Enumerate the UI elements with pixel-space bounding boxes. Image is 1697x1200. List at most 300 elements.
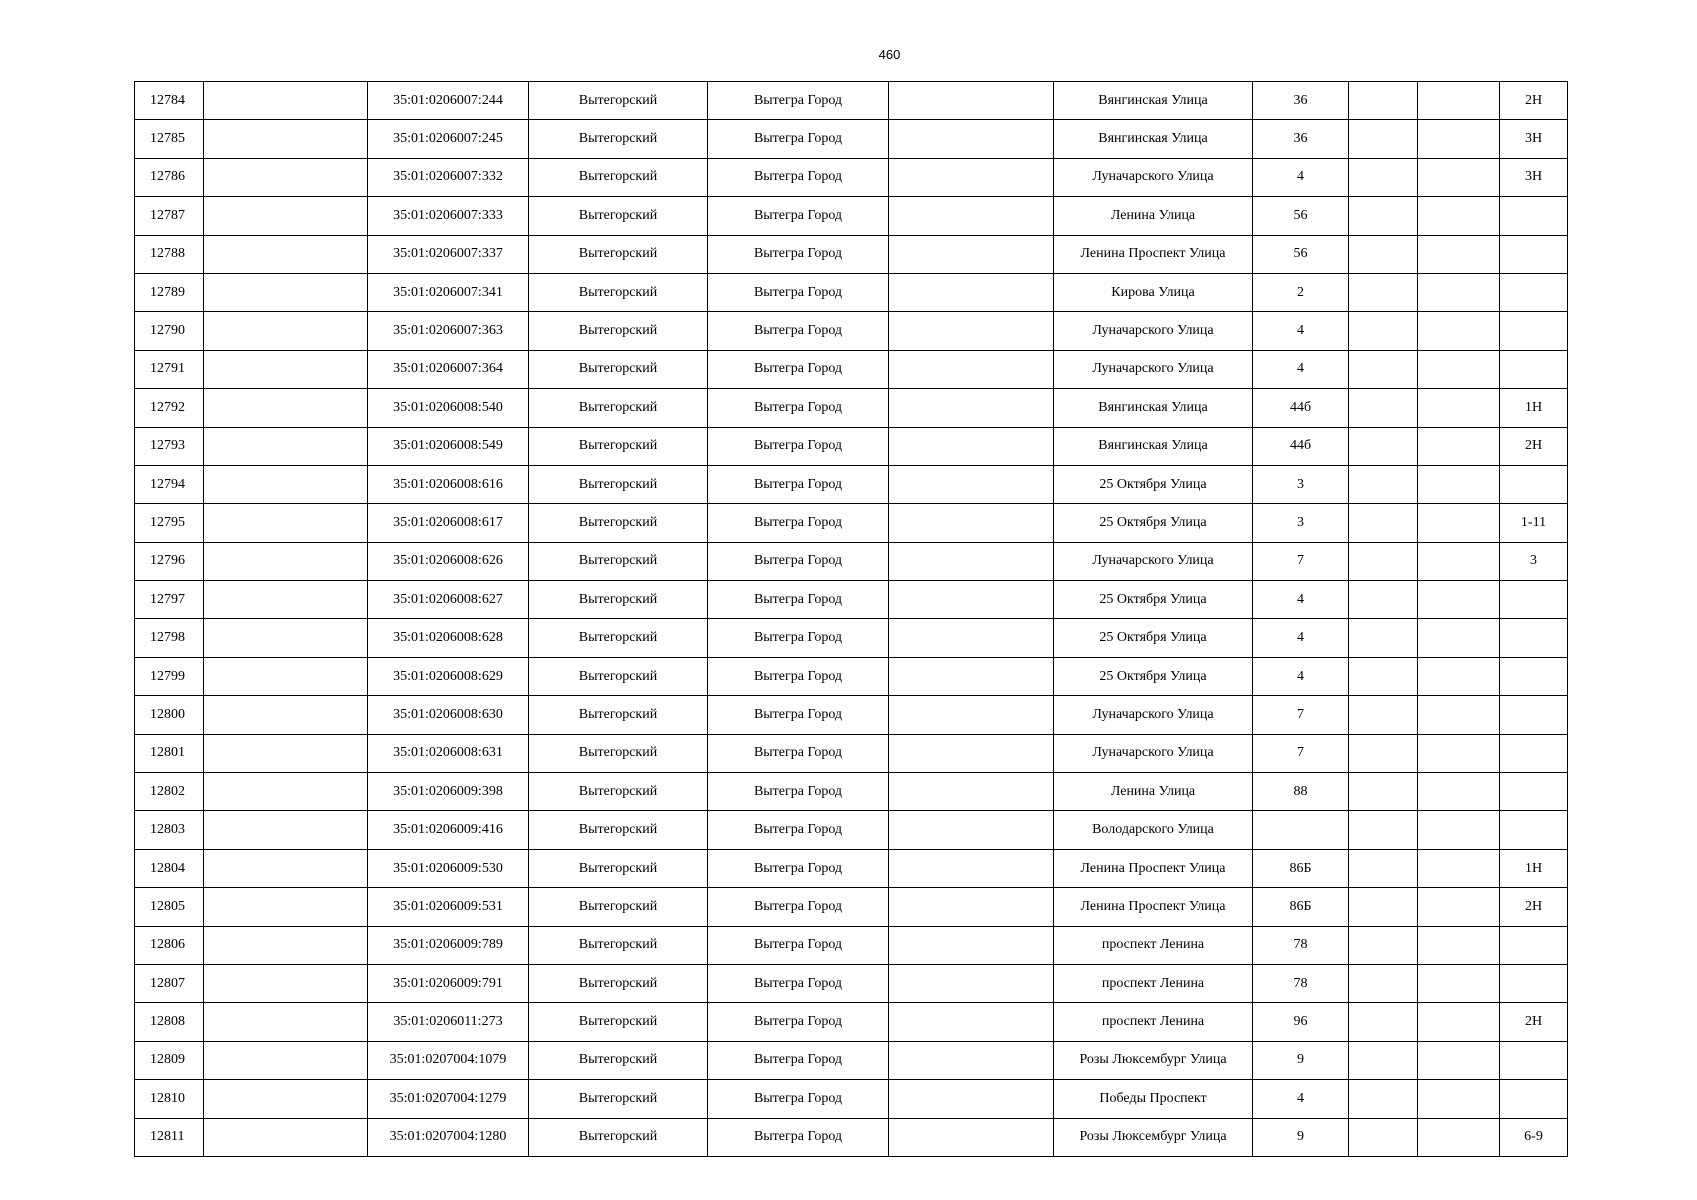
empty-cell <box>1349 964 1418 1002</box>
cadastral-number-cell: 35:01:0206008:549 <box>368 427 529 465</box>
empty-cell <box>1349 1041 1418 1079</box>
city-cell: Вытегра Город <box>708 734 889 772</box>
table-row <box>135 849 1568 887</box>
cadastral-number-cell: 35:01:0206008:628 <box>368 619 529 657</box>
cadastral-number-cell: 35:01:0206007:337 <box>368 235 529 273</box>
house-number-cell: 3 <box>1253 504 1349 542</box>
row-number-cell: 12810 <box>135 1080 204 1118</box>
empty-cell <box>1349 1003 1418 1041</box>
empty-cell <box>1349 811 1418 849</box>
empty-cell <box>204 273 368 311</box>
district-cell: Вытегорский <box>529 1118 708 1156</box>
district-cell: Вытегорский <box>529 734 708 772</box>
empty-cell <box>1349 1118 1418 1156</box>
empty-cell <box>1418 197 1500 235</box>
empty-cell <box>204 504 368 542</box>
street-cell: Луначарского Улица <box>1054 734 1253 772</box>
house-number-cell: 4 <box>1253 1080 1349 1118</box>
empty-cell <box>1418 273 1500 311</box>
empty-cell <box>1418 811 1500 849</box>
empty-cell <box>1418 1118 1500 1156</box>
cadastral-number-cell: 35:01:0206009:416 <box>368 811 529 849</box>
empty-cell <box>889 657 1054 695</box>
street-cell: Луначарского Улица <box>1054 158 1253 196</box>
house-number-cell: 86Б <box>1253 849 1349 887</box>
empty-cell <box>1349 581 1418 619</box>
premises-number-cell <box>1500 235 1568 273</box>
empty-cell <box>1418 504 1500 542</box>
street-cell: Вянгинская Улица <box>1054 120 1253 158</box>
premises-number-cell <box>1500 350 1568 388</box>
row-number-cell: 12798 <box>135 619 204 657</box>
street-cell: Володарского Улица <box>1054 811 1253 849</box>
district-cell: Вытегорский <box>529 849 708 887</box>
empty-cell <box>1349 888 1418 926</box>
empty-cell <box>1349 120 1418 158</box>
row-number-cell: 12793 <box>135 427 204 465</box>
row-number-cell: 12792 <box>135 389 204 427</box>
empty-cell <box>1418 773 1500 811</box>
empty-cell <box>1418 849 1500 887</box>
district-cell: Вытегорский <box>529 811 708 849</box>
house-number-cell: 7 <box>1253 542 1349 580</box>
house-number-cell: 56 <box>1253 197 1349 235</box>
empty-cell <box>889 120 1054 158</box>
table-row <box>135 811 1568 849</box>
house-number-cell: 86Б <box>1253 888 1349 926</box>
registry-table <box>134 81 1568 1157</box>
empty-cell <box>889 1118 1054 1156</box>
empty-cell <box>204 389 368 427</box>
street-cell: Ленина Проспект Улица <box>1054 235 1253 273</box>
table-row <box>135 926 1568 964</box>
premises-number-cell: 2Н <box>1500 427 1568 465</box>
cadastral-number-cell: 35:01:0206009:789 <box>368 926 529 964</box>
empty-cell <box>889 312 1054 350</box>
premises-number-cell <box>1500 926 1568 964</box>
city-cell: Вытегра Город <box>708 235 889 273</box>
city-cell: Вытегра Город <box>708 465 889 503</box>
table-row <box>135 619 1568 657</box>
table-row <box>135 888 1568 926</box>
row-number-cell: 12804 <box>135 849 204 887</box>
table-body <box>135 82 1568 1157</box>
district-cell: Вытегорский <box>529 888 708 926</box>
empty-cell <box>889 389 1054 427</box>
empty-cell <box>1349 619 1418 657</box>
empty-cell <box>889 542 1054 580</box>
empty-cell <box>1418 312 1500 350</box>
empty-cell <box>889 197 1054 235</box>
premises-number-cell: 6-9 <box>1500 1118 1568 1156</box>
house-number-cell: 7 <box>1253 734 1349 772</box>
row-number-cell: 12800 <box>135 696 204 734</box>
empty-cell <box>1418 82 1500 120</box>
house-number-cell: 4 <box>1253 350 1349 388</box>
table-row <box>135 197 1568 235</box>
cadastral-number-cell: 35:01:0207004:1280 <box>368 1118 529 1156</box>
premises-number-cell: 3 <box>1500 542 1568 580</box>
empty-cell <box>204 1041 368 1079</box>
street-cell: Вянгинская Улица <box>1054 427 1253 465</box>
row-number-cell: 12797 <box>135 581 204 619</box>
row-number-cell: 12784 <box>135 82 204 120</box>
city-cell: Вытегра Город <box>708 273 889 311</box>
district-cell: Вытегорский <box>529 619 708 657</box>
empty-cell <box>1349 734 1418 772</box>
empty-cell <box>204 312 368 350</box>
street-cell: Луначарского Улица <box>1054 350 1253 388</box>
district-cell: Вытегорский <box>529 926 708 964</box>
empty-cell <box>204 82 368 120</box>
city-cell: Вытегра Город <box>708 619 889 657</box>
table-row <box>135 1041 1568 1079</box>
premises-number-cell <box>1500 1080 1568 1118</box>
premises-number-cell <box>1500 964 1568 1002</box>
empty-cell <box>1418 696 1500 734</box>
row-number-cell: 12808 <box>135 1003 204 1041</box>
row-number-cell: 12794 <box>135 465 204 503</box>
street-cell: Ленина Улица <box>1054 197 1253 235</box>
premises-number-cell: 2Н <box>1500 888 1568 926</box>
district-cell: Вытегорский <box>529 1041 708 1079</box>
empty-cell <box>1349 926 1418 964</box>
empty-cell <box>1349 235 1418 273</box>
table-row <box>135 389 1568 427</box>
empty-cell <box>1418 657 1500 695</box>
city-cell: Вытегра Город <box>708 849 889 887</box>
district-cell: Вытегорский <box>529 657 708 695</box>
empty-cell <box>889 734 1054 772</box>
street-cell: 25 Октября Улица <box>1054 504 1253 542</box>
empty-cell <box>1349 465 1418 503</box>
street-cell: Победы Проспект <box>1054 1080 1253 1118</box>
empty-cell <box>204 657 368 695</box>
empty-cell <box>204 964 368 1002</box>
district-cell: Вытегорский <box>529 542 708 580</box>
table-row <box>135 465 1568 503</box>
street-cell: Ленина Проспект Улица <box>1054 888 1253 926</box>
table-row <box>135 120 1568 158</box>
premises-number-cell: 2Н <box>1500 1003 1568 1041</box>
row-number-cell: 12801 <box>135 734 204 772</box>
table-row <box>135 1118 1568 1156</box>
empty-cell <box>889 811 1054 849</box>
table-row <box>135 273 1568 311</box>
house-number-cell: 4 <box>1253 312 1349 350</box>
street-cell: Кирова Улица <box>1054 273 1253 311</box>
empty-cell <box>889 619 1054 657</box>
table-row <box>135 696 1568 734</box>
city-cell: Вытегра Город <box>708 389 889 427</box>
empty-cell <box>889 1041 1054 1079</box>
cadastral-number-cell: 35:01:0206007:364 <box>368 350 529 388</box>
city-cell: Вытегра Город <box>708 773 889 811</box>
street-cell: Вянгинская Улица <box>1054 82 1253 120</box>
empty-cell <box>889 964 1054 1002</box>
empty-cell <box>204 197 368 235</box>
row-number-cell: 12807 <box>135 964 204 1002</box>
city-cell: Вытегра Город <box>708 926 889 964</box>
empty-cell <box>1418 1003 1500 1041</box>
cadastral-number-cell: 35:01:0206009:398 <box>368 773 529 811</box>
house-number-cell: 4 <box>1253 158 1349 196</box>
empty-cell <box>889 427 1054 465</box>
district-cell: Вытегорский <box>529 235 708 273</box>
cadastral-number-cell: 35:01:0206008:616 <box>368 465 529 503</box>
premises-number-cell: 3Н <box>1500 120 1568 158</box>
city-cell: Вытегра Город <box>708 82 889 120</box>
district-cell: Вытегорский <box>529 504 708 542</box>
cadastral-number-cell: 35:01:0206008:631 <box>368 734 529 772</box>
empty-cell <box>1418 581 1500 619</box>
empty-cell <box>1418 888 1500 926</box>
table-row <box>135 581 1568 619</box>
house-number-cell: 3 <box>1253 465 1349 503</box>
empty-cell <box>1349 158 1418 196</box>
row-number-cell: 12811 <box>135 1118 204 1156</box>
city-cell: Вытегра Город <box>708 1041 889 1079</box>
empty-cell <box>1349 657 1418 695</box>
house-number-cell: 36 <box>1253 120 1349 158</box>
table-row <box>135 350 1568 388</box>
empty-cell <box>204 734 368 772</box>
district-cell: Вытегорский <box>529 1080 708 1118</box>
cadastral-number-cell: 35:01:0206009:530 <box>368 849 529 887</box>
house-number-cell: 4 <box>1253 581 1349 619</box>
city-cell: Вытегра Город <box>708 888 889 926</box>
empty-cell <box>889 581 1054 619</box>
premises-number-cell <box>1500 811 1568 849</box>
row-number-cell: 12790 <box>135 312 204 350</box>
district-cell: Вытегорский <box>529 82 708 120</box>
cadastral-number-cell: 35:01:0206007:332 <box>368 158 529 196</box>
empty-cell <box>889 888 1054 926</box>
empty-cell <box>889 849 1054 887</box>
empty-cell <box>204 1003 368 1041</box>
house-number-cell: 7 <box>1253 696 1349 734</box>
cadastral-number-cell: 35:01:0206008:626 <box>368 542 529 580</box>
street-cell: Розы Люксембург Улица <box>1054 1118 1253 1156</box>
empty-cell <box>1418 350 1500 388</box>
street-cell: 25 Октября Улица <box>1054 619 1253 657</box>
table-row <box>135 734 1568 772</box>
district-cell: Вытегорский <box>529 465 708 503</box>
city-cell: Вытегра Город <box>708 350 889 388</box>
cadastral-number-cell: 35:01:0206008:627 <box>368 581 529 619</box>
premises-number-cell: 1Н <box>1500 389 1568 427</box>
cadastral-number-cell: 35:01:0206009:791 <box>368 964 529 1002</box>
row-number-cell: 12805 <box>135 888 204 926</box>
premises-number-cell <box>1500 312 1568 350</box>
premises-number-cell: 1-11 <box>1500 504 1568 542</box>
premises-number-cell: 2Н <box>1500 82 1568 120</box>
city-cell: Вытегра Город <box>708 197 889 235</box>
empty-cell <box>889 465 1054 503</box>
premises-number-cell: 3Н <box>1500 158 1568 196</box>
empty-cell <box>204 849 368 887</box>
cadastral-number-cell: 35:01:0206007:245 <box>368 120 529 158</box>
empty-cell <box>204 619 368 657</box>
premises-number-cell <box>1500 197 1568 235</box>
cadastral-number-cell: 35:01:0206008:540 <box>368 389 529 427</box>
empty-cell <box>204 926 368 964</box>
empty-cell <box>204 427 368 465</box>
table-row <box>135 427 1568 465</box>
empty-cell <box>1349 504 1418 542</box>
district-cell: Вытегорский <box>529 581 708 619</box>
house-number-cell: 4 <box>1253 657 1349 695</box>
empty-cell <box>889 1003 1054 1041</box>
city-cell: Вытегра Город <box>708 120 889 158</box>
city-cell: Вытегра Город <box>708 1118 889 1156</box>
empty-cell <box>889 82 1054 120</box>
empty-cell <box>889 504 1054 542</box>
city-cell: Вытегра Город <box>708 1080 889 1118</box>
city-cell: Вытегра Город <box>708 427 889 465</box>
empty-cell <box>204 1080 368 1118</box>
street-cell: Розы Люксембург Улица <box>1054 1041 1253 1079</box>
empty-cell <box>1349 1080 1418 1118</box>
table-row <box>135 1080 1568 1118</box>
row-number-cell: 12787 <box>135 197 204 235</box>
row-number-cell: 12791 <box>135 350 204 388</box>
house-number-cell <box>1253 811 1349 849</box>
cadastral-number-cell: 35:01:0206009:531 <box>368 888 529 926</box>
city-cell: Вытегра Город <box>708 811 889 849</box>
cadastral-number-cell: 35:01:0207004:1279 <box>368 1080 529 1118</box>
street-cell: проспект Ленина <box>1054 926 1253 964</box>
empty-cell <box>1349 696 1418 734</box>
house-number-cell: 88 <box>1253 773 1349 811</box>
house-number-cell: 44б <box>1253 427 1349 465</box>
city-cell: Вытегра Город <box>708 964 889 1002</box>
cadastral-number-cell: 35:01:0206008:629 <box>368 657 529 695</box>
empty-cell <box>1418 158 1500 196</box>
premises-number-cell <box>1500 773 1568 811</box>
empty-cell <box>204 158 368 196</box>
cadastral-number-cell: 35:01:0206007:333 <box>368 197 529 235</box>
street-cell: Ленина Проспект Улица <box>1054 849 1253 887</box>
empty-cell <box>1418 542 1500 580</box>
house-number-cell: 44б <box>1253 389 1349 427</box>
street-cell: Луначарского Улица <box>1054 542 1253 580</box>
cadastral-number-cell: 35:01:0207004:1079 <box>368 1041 529 1079</box>
district-cell: Вытегорский <box>529 773 708 811</box>
street-cell: проспект Ленина <box>1054 964 1253 1002</box>
premises-number-cell: 1Н <box>1500 849 1568 887</box>
empty-cell <box>1418 465 1500 503</box>
row-number-cell: 12802 <box>135 773 204 811</box>
empty-cell <box>889 350 1054 388</box>
premises-number-cell <box>1500 619 1568 657</box>
empty-cell <box>204 581 368 619</box>
district-cell: Вытегорский <box>529 1003 708 1041</box>
empty-cell <box>1349 350 1418 388</box>
empty-cell <box>204 542 368 580</box>
row-number-cell: 12786 <box>135 158 204 196</box>
row-number-cell: 12806 <box>135 926 204 964</box>
city-cell: Вытегра Город <box>708 158 889 196</box>
cadastral-number-cell: 35:01:0206008:630 <box>368 696 529 734</box>
district-cell: Вытегорский <box>529 427 708 465</box>
city-cell: Вытегра Город <box>708 504 889 542</box>
cadastral-number-cell: 35:01:0206008:617 <box>368 504 529 542</box>
empty-cell <box>1349 427 1418 465</box>
page-number: 460 <box>878 47 901 62</box>
house-number-cell: 78 <box>1253 926 1349 964</box>
empty-cell <box>1349 849 1418 887</box>
district-cell: Вытегорский <box>529 350 708 388</box>
empty-cell <box>1418 120 1500 158</box>
empty-cell <box>204 350 368 388</box>
city-cell: Вытегра Город <box>708 312 889 350</box>
district-cell: Вытегорский <box>529 964 708 1002</box>
row-number-cell: 12803 <box>135 811 204 849</box>
row-number-cell: 12785 <box>135 120 204 158</box>
street-cell: 25 Октября Улица <box>1054 657 1253 695</box>
premises-number-cell <box>1500 465 1568 503</box>
table-row <box>135 1003 1568 1041</box>
empty-cell <box>1418 964 1500 1002</box>
house-number-cell: 4 <box>1253 619 1349 657</box>
city-cell: Вытегра Город <box>708 542 889 580</box>
empty-cell <box>1349 542 1418 580</box>
empty-cell <box>1349 273 1418 311</box>
street-cell: 25 Октября Улица <box>1054 581 1253 619</box>
street-cell: Ленина Улица <box>1054 773 1253 811</box>
premises-number-cell <box>1500 273 1568 311</box>
empty-cell <box>204 465 368 503</box>
table-row <box>135 235 1568 273</box>
house-number-cell: 9 <box>1253 1118 1349 1156</box>
district-cell: Вытегорский <box>529 273 708 311</box>
empty-cell <box>1349 773 1418 811</box>
empty-cell <box>204 811 368 849</box>
empty-cell <box>1349 389 1418 427</box>
house-number-cell: 56 <box>1253 235 1349 273</box>
table-row <box>135 964 1568 1002</box>
city-cell: Вытегра Город <box>708 696 889 734</box>
empty-cell <box>1349 82 1418 120</box>
row-number-cell: 12796 <box>135 542 204 580</box>
house-number-cell: 36 <box>1253 82 1349 120</box>
table-row <box>135 158 1568 196</box>
house-number-cell: 78 <box>1253 964 1349 1002</box>
empty-cell <box>889 926 1054 964</box>
district-cell: Вытегорский <box>529 696 708 734</box>
city-cell: Вытегра Город <box>708 1003 889 1041</box>
street-cell: проспект Ленина <box>1054 1003 1253 1041</box>
empty-cell <box>889 1080 1054 1118</box>
cadastral-number-cell: 35:01:0206011:273 <box>368 1003 529 1041</box>
premises-number-cell <box>1500 696 1568 734</box>
empty-cell <box>1418 619 1500 657</box>
empty-cell <box>1418 1041 1500 1079</box>
row-number-cell: 12789 <box>135 273 204 311</box>
street-cell: Луначарского Улица <box>1054 312 1253 350</box>
district-cell: Вытегорский <box>529 197 708 235</box>
empty-cell <box>1418 1080 1500 1118</box>
empty-cell <box>204 773 368 811</box>
city-cell: Вытегра Город <box>708 657 889 695</box>
empty-cell <box>204 696 368 734</box>
premises-number-cell <box>1500 657 1568 695</box>
house-number-cell: 2 <box>1253 273 1349 311</box>
table-row <box>135 312 1568 350</box>
table-row <box>135 773 1568 811</box>
empty-cell <box>204 888 368 926</box>
